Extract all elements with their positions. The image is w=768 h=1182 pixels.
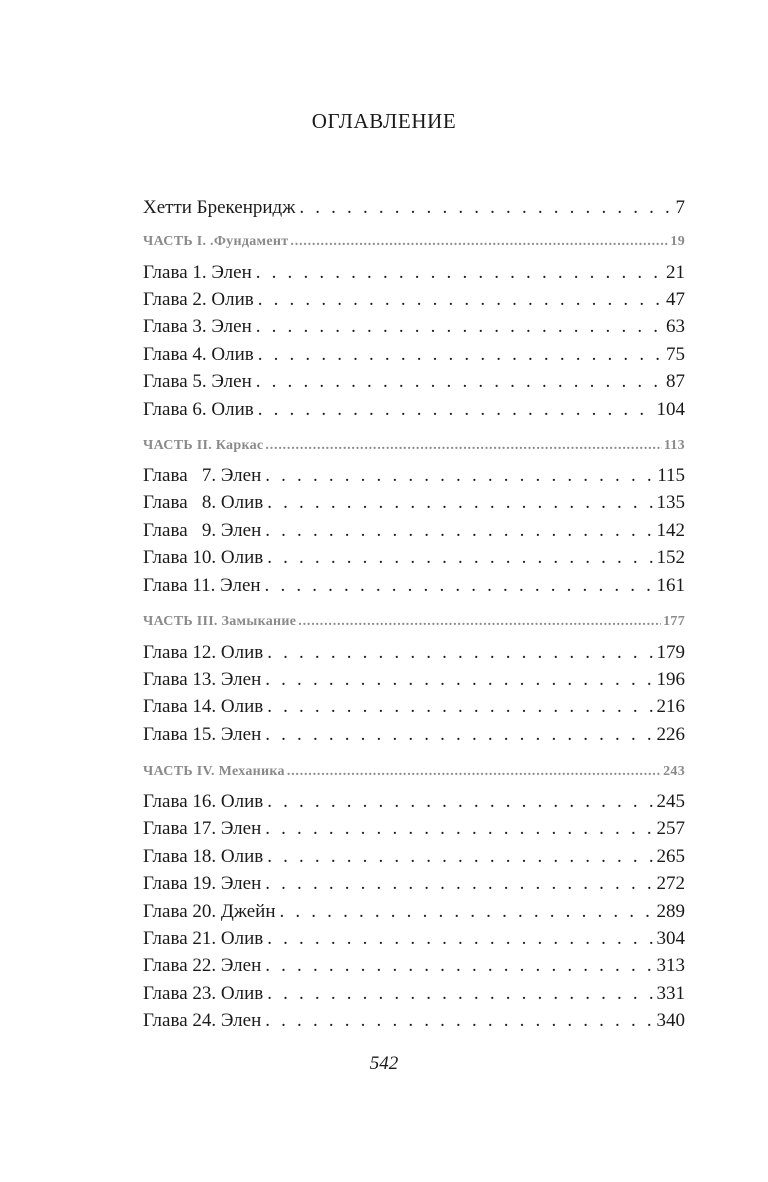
toc-leader-dots xyxy=(267,490,652,516)
toc-page-number: 226 xyxy=(656,724,685,745)
toc-entry-row xyxy=(143,694,685,720)
toc-entry-label: Глава 5. Элен xyxy=(143,371,252,392)
toc-page-number: 75 xyxy=(666,344,685,365)
toc-entry-label: Глава 7. Элен xyxy=(143,465,262,486)
toc-entry-row xyxy=(143,545,685,571)
toc-entry-label: Глава 10. Олив xyxy=(143,547,264,568)
toc-leader-dots xyxy=(256,314,662,340)
toc-leader-dots xyxy=(267,694,652,720)
toc-entry-row xyxy=(143,871,685,897)
toc-page-number: 289 xyxy=(656,901,685,922)
toc-entry-row xyxy=(143,314,685,340)
toc-entry-label: Хетти Брекенридж xyxy=(143,197,296,218)
toc-part-row xyxy=(143,609,685,635)
toc-entry-row xyxy=(143,573,685,599)
toc-entry-row xyxy=(143,397,685,423)
toc-page-number: 177 xyxy=(663,614,685,629)
toc-entry-label: Глава 16. Олив xyxy=(143,791,264,812)
toc-page-number: 313 xyxy=(656,955,685,976)
toc-part-row xyxy=(143,229,685,255)
toc-page-number: 152 xyxy=(656,547,685,568)
toc-leader-dots xyxy=(267,844,652,870)
toc-entry-label: Глава 22. Элен xyxy=(143,955,262,976)
toc-leader-dots xyxy=(265,871,652,897)
toc-page-number: 245 xyxy=(656,791,685,812)
toc-leader-dots xyxy=(267,926,652,952)
toc-part-label: ЧАСТЬ I. .Фундамент xyxy=(143,234,289,249)
toc-page-number: 243 xyxy=(663,764,685,779)
toc-page-number: 216 xyxy=(656,696,685,717)
toc-entry-label: Глава 6. Олив xyxy=(143,399,254,420)
toc-entry-label: Глава 14. Олив xyxy=(143,696,264,717)
toc-leader-dots xyxy=(267,981,652,1007)
toc-part-label: ЧАСТЬ III. Замыкание xyxy=(143,614,297,629)
toc-entry-label: Глава 2. Олив xyxy=(143,289,254,310)
toc-page-number: 87 xyxy=(666,371,685,392)
toc-entry-row xyxy=(143,342,685,368)
toc-page-number: 265 xyxy=(656,846,685,867)
toc-part-row xyxy=(143,759,685,785)
toc-page-number: 19 xyxy=(670,234,685,249)
toc-entry-label: Глава 21. Олив xyxy=(143,928,264,949)
toc-leader-dots xyxy=(267,545,652,571)
toc-leader-dots xyxy=(265,667,652,693)
toc-entry-row xyxy=(143,640,685,666)
toc-entry-row xyxy=(143,195,685,221)
toc-page-number: 340 xyxy=(656,1010,685,1031)
toc-page-number: 161 xyxy=(656,575,685,596)
toc-entry-label: Глава 23. Олив xyxy=(143,983,264,1004)
toc-entry-label: Глава 24. Элен xyxy=(143,1010,262,1031)
toc-page-number: 113 xyxy=(663,438,685,453)
toc-entry-row xyxy=(143,518,685,544)
toc-page-number: 104 xyxy=(656,399,685,420)
toc-leader-dots xyxy=(265,953,652,979)
toc-entry-label: Глава 15. Элен xyxy=(143,724,262,745)
toc-page-number: 47 xyxy=(666,289,685,310)
toc-leader-dots xyxy=(258,397,653,423)
toc-entry-row xyxy=(143,722,685,748)
toc-entry-row xyxy=(143,667,685,693)
toc-leader-dots xyxy=(258,287,662,313)
toc-part-row xyxy=(143,433,685,459)
toc-leader-dots xyxy=(290,229,668,255)
toc-page-number: 21 xyxy=(666,262,685,283)
toc-entry-row xyxy=(143,369,685,395)
toc-entry-row xyxy=(143,899,685,925)
toc-part-label: ЧАСТЬ II. Каркас xyxy=(143,438,264,453)
toc-page-number: 7 xyxy=(675,197,685,218)
page-title: ОГЛАВЛЕНИЕ xyxy=(311,109,457,133)
toc-leader-dots xyxy=(265,518,652,544)
toc-leader-dots xyxy=(279,899,652,925)
toc-leader-dots xyxy=(265,1008,652,1034)
toc-leader-dots xyxy=(265,573,653,599)
toc-entry-label: Глава 13. Элен xyxy=(143,669,262,690)
toc-entry-row xyxy=(143,287,685,313)
toc-entry-row xyxy=(143,981,685,1007)
toc-leader-dots xyxy=(256,260,662,286)
toc-entry-label: Глава 17. Элен xyxy=(143,818,262,839)
toc-entry-row xyxy=(143,260,685,286)
toc-entry-label: Глава 1. Элен xyxy=(143,262,252,283)
toc-entry-label: Глава 4. Олив xyxy=(143,344,254,365)
toc-page-number: 115 xyxy=(657,465,685,486)
toc-entry-row xyxy=(143,816,685,842)
toc-leader-dots xyxy=(298,609,661,635)
toc-entry-label: Глава 11. Элен xyxy=(143,575,261,596)
toc-entry-label: Глава 3. Элен xyxy=(143,316,252,337)
toc-part-label: ЧАСТЬ IV. Механика xyxy=(143,764,285,779)
toc-entry-row xyxy=(143,463,685,489)
toc-page-number: 304 xyxy=(656,928,685,949)
toc-leader-dots xyxy=(267,640,652,666)
toc-page-number: 179 xyxy=(656,642,685,663)
toc-page-number: 196 xyxy=(656,669,685,690)
toc-leader-dots xyxy=(265,722,652,748)
toc-leader-dots xyxy=(287,759,661,785)
table-of-contents xyxy=(143,0,685,1182)
toc-entry-row xyxy=(143,1008,685,1034)
toc-entry-row xyxy=(143,789,685,815)
toc-leader-dots xyxy=(299,195,671,221)
toc-page-number: 257 xyxy=(656,818,685,839)
toc-page-number: 63 xyxy=(666,316,685,337)
toc-entry-row xyxy=(143,844,685,870)
page-number: 542 xyxy=(369,1053,399,1074)
toc-entry-label: Глава 20. Джейн xyxy=(143,901,276,922)
toc-leader-dots xyxy=(267,789,652,815)
toc-entry-row xyxy=(143,926,685,952)
toc-entry-label: Глава 18. Олив xyxy=(143,846,264,867)
toc-leader-dots xyxy=(258,342,662,368)
toc-page-number: 272 xyxy=(656,873,685,894)
toc-entry-label: Глава 19. Элен xyxy=(143,873,262,894)
toc-page-number: 135 xyxy=(656,492,685,513)
toc-entry-label: Глава 9. Элен xyxy=(143,520,262,541)
toc-entry-label: Глава 12. Олив xyxy=(143,642,264,663)
toc-entry-row xyxy=(143,490,685,516)
toc-leader-dots xyxy=(256,369,662,395)
toc-page-number: 142 xyxy=(656,520,685,541)
toc-entry-row xyxy=(143,953,685,979)
toc-leader-dots xyxy=(265,433,661,459)
toc-leader-dots xyxy=(265,463,653,489)
toc-entry-label: Глава 8. Олив xyxy=(143,492,264,513)
toc-leader-dots xyxy=(265,816,652,842)
toc-page-number: 331 xyxy=(656,983,685,1004)
